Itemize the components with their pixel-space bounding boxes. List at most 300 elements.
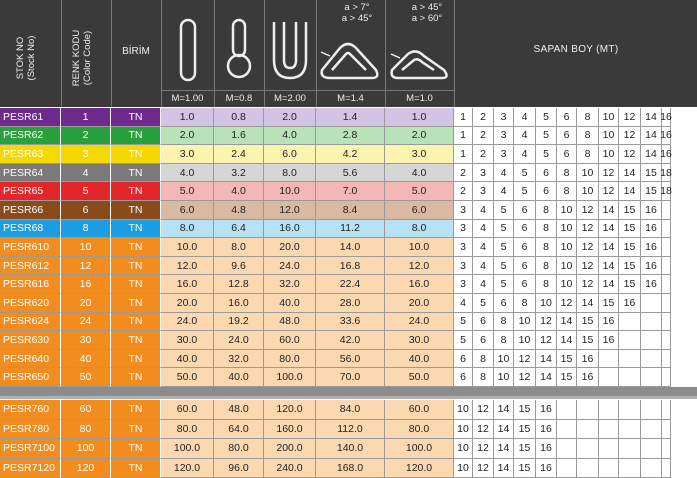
length-cell: 8 xyxy=(577,108,599,127)
load-cell: 33.6 xyxy=(316,313,385,332)
load-cell: 100.0 xyxy=(161,439,214,459)
length-cell: 10 xyxy=(454,459,473,478)
load-cell: 56.0 xyxy=(316,350,385,369)
length-cell xyxy=(619,439,641,459)
length-cell: 14 xyxy=(641,145,662,164)
length-cell xyxy=(641,459,662,478)
stock-no-cell: PESR65 xyxy=(0,182,61,201)
unit-cell: TN xyxy=(111,238,161,257)
length-cell: 12 xyxy=(514,350,536,369)
load-cell: 24.0 xyxy=(161,313,214,332)
length-cell: 16 xyxy=(536,459,557,478)
group-separator-light xyxy=(0,396,697,399)
length-cell: 12 xyxy=(577,257,599,276)
length-cell: 16 xyxy=(577,368,599,387)
unit-cell: TN xyxy=(111,331,161,350)
length-cell: 4 xyxy=(473,201,494,220)
length-cell: 15 xyxy=(557,350,577,369)
length-cell: 3 xyxy=(494,108,514,127)
angle-text: a > 7° xyxy=(344,2,370,13)
length-cell: 12 xyxy=(577,238,599,257)
length-cell: 3 xyxy=(473,164,494,183)
load-cell: 1.4 xyxy=(316,108,385,127)
load-cell: 16.0 xyxy=(214,294,264,313)
load-cell: 8.0 xyxy=(264,164,316,183)
length-cell: 5 xyxy=(473,294,494,313)
unit-cell: TN xyxy=(111,439,161,459)
length-cell: 12 xyxy=(619,127,641,146)
length-cell: 10 xyxy=(514,313,536,332)
length-cell xyxy=(599,400,619,420)
load-cell: 40.0 xyxy=(214,368,264,387)
stock-no-cell: PESR68 xyxy=(0,220,61,239)
load-cell: 8.0 xyxy=(214,238,264,257)
load-cell: 24.0 xyxy=(264,257,316,276)
load-cell: 24.0 xyxy=(214,331,264,350)
m-factor-1: M=1.00 xyxy=(171,93,204,104)
color-code-cell: 1 xyxy=(61,108,111,127)
m-factor-5: M=1.0 xyxy=(406,93,433,104)
length-cell: 5 xyxy=(536,127,557,146)
length-cell: 16 xyxy=(641,238,662,257)
length-cell: 16 xyxy=(536,420,557,440)
stock-no-cell: PESR616 xyxy=(0,275,61,294)
length-cell xyxy=(662,275,671,294)
table-row xyxy=(0,459,697,478)
load-cell: 2.0 xyxy=(264,108,316,127)
load-cell: 12.0 xyxy=(385,257,454,276)
length-cell: 5 xyxy=(494,238,514,257)
length-cell: 8 xyxy=(536,201,557,220)
unit-cell: TN xyxy=(111,313,161,332)
load-cell: 80.0 xyxy=(264,350,316,369)
load-cell: 10.0 xyxy=(264,182,316,201)
load-cell: 8.0 xyxy=(161,220,214,239)
length-cell: 6 xyxy=(557,127,577,146)
load-cell: 14.0 xyxy=(316,238,385,257)
unit-cell: TN xyxy=(111,201,161,220)
length-cell: 6 xyxy=(514,275,536,294)
angle-text: a > 60° xyxy=(411,13,443,24)
stock-no-header xyxy=(15,20,37,96)
stock-no-cell: PESR7120 xyxy=(0,459,61,478)
length-cell: 14 xyxy=(641,108,662,127)
length-cell xyxy=(662,238,671,257)
length-cell: 5 xyxy=(494,201,514,220)
load-cell: 28.0 xyxy=(316,294,385,313)
length-cell xyxy=(662,400,671,420)
load-cell: 12.0 xyxy=(161,257,214,276)
color-code-label: RENK KODU xyxy=(71,29,82,87)
load-cell: 40.0 xyxy=(385,350,454,369)
length-cell: 12 xyxy=(473,400,494,420)
sapan-boy-header: SAPAN BOY (MT) xyxy=(533,44,619,55)
table-row xyxy=(0,368,697,387)
load-cell: 19.2 xyxy=(214,313,264,332)
length-cell xyxy=(599,368,619,387)
length-cell: 8 xyxy=(557,182,577,201)
length-cell: 15 xyxy=(557,368,577,387)
unit-cell: TN xyxy=(111,400,161,420)
angle-text: a > 45° xyxy=(411,2,443,13)
length-cell: 16 xyxy=(599,331,619,350)
load-cell: 10.0 xyxy=(161,238,214,257)
table-row xyxy=(0,145,697,164)
load-cell: 40.0 xyxy=(161,350,214,369)
angle-label-45 xyxy=(330,2,384,24)
length-cell: 2 xyxy=(473,108,494,127)
length-cell xyxy=(557,459,577,478)
unit-cell: TN xyxy=(111,368,161,387)
load-cell: 168.0 xyxy=(316,459,385,478)
color-code-cell: 40 xyxy=(61,350,111,369)
load-cell: 2.8 xyxy=(316,127,385,146)
length-cell: 2 xyxy=(454,164,473,183)
length-cell: 10 xyxy=(454,400,473,420)
color-code-cell: 50 xyxy=(61,368,111,387)
length-cell xyxy=(619,420,641,440)
unit-cell: TN xyxy=(111,420,161,440)
table-row xyxy=(0,182,697,201)
length-cell: 4 xyxy=(514,108,536,127)
unit-cell: TN xyxy=(111,275,161,294)
load-cell: 4.2 xyxy=(316,145,385,164)
length-cell: 14 xyxy=(494,400,514,420)
load-cell: 32.0 xyxy=(214,350,264,369)
load-cell: 48.0 xyxy=(214,400,264,420)
load-cell: 42.0 xyxy=(316,331,385,350)
load-cell: 6.0 xyxy=(161,201,214,220)
length-cell: 8 xyxy=(536,257,557,276)
load-cell: 1.0 xyxy=(161,108,214,127)
load-cell: 16.0 xyxy=(385,275,454,294)
length-cell: 3 xyxy=(473,182,494,201)
load-cell: 22.4 xyxy=(316,275,385,294)
length-cell xyxy=(662,368,671,387)
length-cell: 3 xyxy=(454,275,473,294)
table-row xyxy=(0,313,697,332)
length-cell xyxy=(662,313,671,332)
color-code-cell: 6 xyxy=(61,201,111,220)
length-cell: 8 xyxy=(536,275,557,294)
load-cell: 4.0 xyxy=(214,182,264,201)
load-cell: 60.0 xyxy=(264,331,316,350)
length-cell: 2 xyxy=(473,127,494,146)
length-cell: 15 xyxy=(619,257,641,276)
length-cell: 14 xyxy=(494,420,514,440)
length-cell: 10 xyxy=(494,368,514,387)
length-cell: 12 xyxy=(473,459,494,478)
length-cell: 8 xyxy=(536,238,557,257)
color-code-cell: 120 xyxy=(61,459,111,478)
length-cell xyxy=(662,294,671,313)
length-cell: 6 xyxy=(514,257,536,276)
length-cell xyxy=(662,420,671,440)
length-cell: 4 xyxy=(454,294,473,313)
load-cell: 96.0 xyxy=(214,459,264,478)
length-cell: 16 xyxy=(641,257,662,276)
load-cell: 120.0 xyxy=(385,459,454,478)
stock-no-cell: PESR612 xyxy=(0,257,61,276)
length-cell: 3 xyxy=(494,127,514,146)
length-cell: 10 xyxy=(599,108,619,127)
load-cell: 2.0 xyxy=(161,127,214,146)
stock-no-cell: PESR780 xyxy=(0,420,61,440)
length-cell: 2 xyxy=(454,182,473,201)
table-header xyxy=(0,0,697,107)
length-cell: 6 xyxy=(514,238,536,257)
length-cell: 16 xyxy=(662,145,671,164)
length-cell: 8 xyxy=(473,350,494,369)
length-cell: 5 xyxy=(514,182,536,201)
load-cell: 200.0 xyxy=(264,439,316,459)
length-cell: 6 xyxy=(557,108,577,127)
length-cell: 2 xyxy=(473,145,494,164)
length-cell: 14 xyxy=(599,275,619,294)
length-cell: 1 xyxy=(454,145,473,164)
length-cell xyxy=(577,400,599,420)
m-factor-2: M=0.8 xyxy=(225,93,253,104)
table-row xyxy=(0,164,697,183)
length-cell: 6 xyxy=(454,368,473,387)
length-cell xyxy=(662,459,671,478)
m-factor-4: M=1.4 xyxy=(337,93,364,104)
length-cell: 3 xyxy=(454,238,473,257)
load-cell: 11.2 xyxy=(316,220,385,239)
length-cell xyxy=(662,439,671,459)
stock-no-cell: PESR66 xyxy=(0,201,61,220)
stock-no-cell: PESR7100 xyxy=(0,439,61,459)
length-cell: 10 xyxy=(557,257,577,276)
length-cell: 8 xyxy=(473,368,494,387)
length-cell: 6 xyxy=(557,145,577,164)
length-cell: 10 xyxy=(514,331,536,350)
color-code-cell: 5 xyxy=(61,182,111,201)
length-cell xyxy=(641,420,662,440)
table-row xyxy=(0,257,697,276)
load-cell: 20.0 xyxy=(264,238,316,257)
length-cell xyxy=(557,400,577,420)
length-cell: 12 xyxy=(577,201,599,220)
length-cell xyxy=(662,331,671,350)
length-cell: 4 xyxy=(473,238,494,257)
load-cell: 0.8 xyxy=(214,108,264,127)
length-cell: 14 xyxy=(536,368,557,387)
length-cell: 14 xyxy=(536,350,557,369)
color-code-cell: 4 xyxy=(61,164,111,183)
load-cell: 8.0 xyxy=(385,220,454,239)
stock-no-cell: PESR650 xyxy=(0,368,61,387)
length-cell: 4 xyxy=(473,257,494,276)
stock-no-cell: PESR64 xyxy=(0,164,61,183)
length-cell: 15 xyxy=(514,420,536,440)
length-cell: 6 xyxy=(536,164,557,183)
length-cell: 4 xyxy=(494,164,514,183)
table-row xyxy=(0,127,697,146)
load-cell: 48.0 xyxy=(264,313,316,332)
load-cell: 80.0 xyxy=(161,420,214,440)
load-cell: 12.8 xyxy=(214,275,264,294)
length-cell: 16 xyxy=(641,220,662,239)
length-cell: 6 xyxy=(454,350,473,369)
load-cell: 240.0 xyxy=(264,459,316,478)
length-cell: 5 xyxy=(494,257,514,276)
unit-cell: TN xyxy=(111,108,161,127)
length-cell: 5 xyxy=(454,331,473,350)
load-cell: 1.6 xyxy=(214,127,264,146)
angle-text: a > 45° xyxy=(341,13,373,24)
load-cell: 4.0 xyxy=(161,164,214,183)
length-cell: 12 xyxy=(536,331,557,350)
length-cell: 4 xyxy=(514,127,536,146)
unit-cell: TN xyxy=(111,294,161,313)
length-cell: 12 xyxy=(536,313,557,332)
unit-header: BİRİM xyxy=(122,46,150,57)
color-code-cell: 12 xyxy=(61,257,111,276)
length-cell: 14 xyxy=(494,439,514,459)
color-code-header xyxy=(71,20,93,96)
unit-cell: TN xyxy=(111,127,161,146)
load-cell: 9.6 xyxy=(214,257,264,276)
header-divider xyxy=(61,0,62,107)
length-cell: 3 xyxy=(454,220,473,239)
stock-no-cell: PESR610 xyxy=(0,238,61,257)
length-cell: 5 xyxy=(514,164,536,183)
load-cell: 30.0 xyxy=(385,331,454,350)
length-cell: 6 xyxy=(473,331,494,350)
stock-no-label-en: (Stock No) xyxy=(26,35,37,81)
length-cell: 18 xyxy=(662,182,671,201)
stock-no-cell: PESR640 xyxy=(0,350,61,369)
length-cell: 15 xyxy=(599,294,619,313)
length-cell: 8 xyxy=(494,313,514,332)
load-cell: 6.0 xyxy=(264,145,316,164)
load-cell: 120.0 xyxy=(264,400,316,420)
choker-sling-icon xyxy=(224,18,256,82)
length-cell: 15 xyxy=(619,220,641,239)
color-code-cell: 3 xyxy=(61,145,111,164)
length-cell xyxy=(662,201,671,220)
stock-no-cell: PESR61 xyxy=(0,108,61,127)
length-cell xyxy=(619,331,641,350)
length-cell: 6 xyxy=(473,313,494,332)
m-factor-3: M=2.00 xyxy=(274,93,306,104)
length-cell: 1 xyxy=(454,108,473,127)
length-cell: 15 xyxy=(619,201,641,220)
length-cell: 16 xyxy=(599,313,619,332)
unit-cell: TN xyxy=(111,182,161,201)
length-cell: 14 xyxy=(557,331,577,350)
basket-angle-60-icon xyxy=(388,46,454,84)
load-cell: 100.0 xyxy=(264,368,316,387)
length-cell: 15 xyxy=(514,459,536,478)
load-cell: 6.4 xyxy=(214,220,264,239)
length-cell: 12 xyxy=(577,220,599,239)
load-cell: 2.0 xyxy=(385,127,454,146)
length-cell: 14 xyxy=(494,459,514,478)
length-cell: 16 xyxy=(662,108,671,127)
load-cell: 5.0 xyxy=(161,182,214,201)
length-cell: 5 xyxy=(536,108,557,127)
length-cell: 10 xyxy=(599,145,619,164)
length-cell xyxy=(619,350,641,369)
length-cell: 16 xyxy=(662,127,671,146)
length-cell xyxy=(577,420,599,440)
length-cell: 12 xyxy=(557,294,577,313)
length-cell: 10 xyxy=(557,238,577,257)
length-cell xyxy=(619,313,641,332)
unit-cell: TN xyxy=(111,459,161,478)
load-cell: 60.0 xyxy=(385,400,454,420)
stock-no-cell: PESR630 xyxy=(0,331,61,350)
table-row xyxy=(0,275,697,294)
stock-no-cell: PESR620 xyxy=(0,294,61,313)
length-cell: 16 xyxy=(641,275,662,294)
stock-no-cell: PESR760 xyxy=(0,400,61,420)
length-cell: 4 xyxy=(473,220,494,239)
load-cell: 4.0 xyxy=(385,164,454,183)
length-cell: 6 xyxy=(514,201,536,220)
length-cell xyxy=(662,350,671,369)
length-cell: 4 xyxy=(494,182,514,201)
length-cell: 10 xyxy=(454,420,473,440)
length-cell: 16 xyxy=(536,439,557,459)
length-cell xyxy=(599,439,619,459)
angle-label-60 xyxy=(400,2,454,24)
length-cell xyxy=(557,439,577,459)
length-cell: 16 xyxy=(536,400,557,420)
length-cell: 14 xyxy=(619,182,641,201)
length-cell: 4 xyxy=(473,275,494,294)
length-cell: 3 xyxy=(454,201,473,220)
length-cell: 10 xyxy=(577,164,599,183)
length-cell xyxy=(662,257,671,276)
color-code-cell: 30 xyxy=(61,331,111,350)
length-cell: 12 xyxy=(599,164,619,183)
load-cell: 140.0 xyxy=(316,439,385,459)
load-cell: 5.0 xyxy=(385,182,454,201)
length-cell xyxy=(619,459,641,478)
stock-no-cell: PESR63 xyxy=(0,145,61,164)
length-cell: 10 xyxy=(557,220,577,239)
color-code-label-en: (Color Code) xyxy=(82,30,93,86)
length-cell: 14 xyxy=(599,257,619,276)
length-cell xyxy=(599,350,619,369)
length-cell xyxy=(599,459,619,478)
length-cell: 15 xyxy=(619,275,641,294)
color-code-cell: 20 xyxy=(61,294,111,313)
unit-cell: TN xyxy=(111,257,161,276)
length-cell: 14 xyxy=(599,238,619,257)
load-cell: 1.0 xyxy=(385,108,454,127)
table-row xyxy=(0,294,697,313)
load-cell: 112.0 xyxy=(316,420,385,440)
table-row xyxy=(0,108,697,127)
load-cell: 3.0 xyxy=(161,145,214,164)
load-cell: 24.0 xyxy=(385,313,454,332)
length-cell xyxy=(619,368,641,387)
header-divider xyxy=(111,0,112,107)
unit-cell: TN xyxy=(111,164,161,183)
length-cell: 14 xyxy=(599,220,619,239)
length-cell: 5 xyxy=(494,220,514,239)
length-cell: 12 xyxy=(619,108,641,127)
load-cell: 8.4 xyxy=(316,201,385,220)
length-cell: 8 xyxy=(514,294,536,313)
length-cell: 15 xyxy=(577,331,599,350)
color-code-cell: 80 xyxy=(61,420,111,440)
table-row xyxy=(0,420,697,440)
